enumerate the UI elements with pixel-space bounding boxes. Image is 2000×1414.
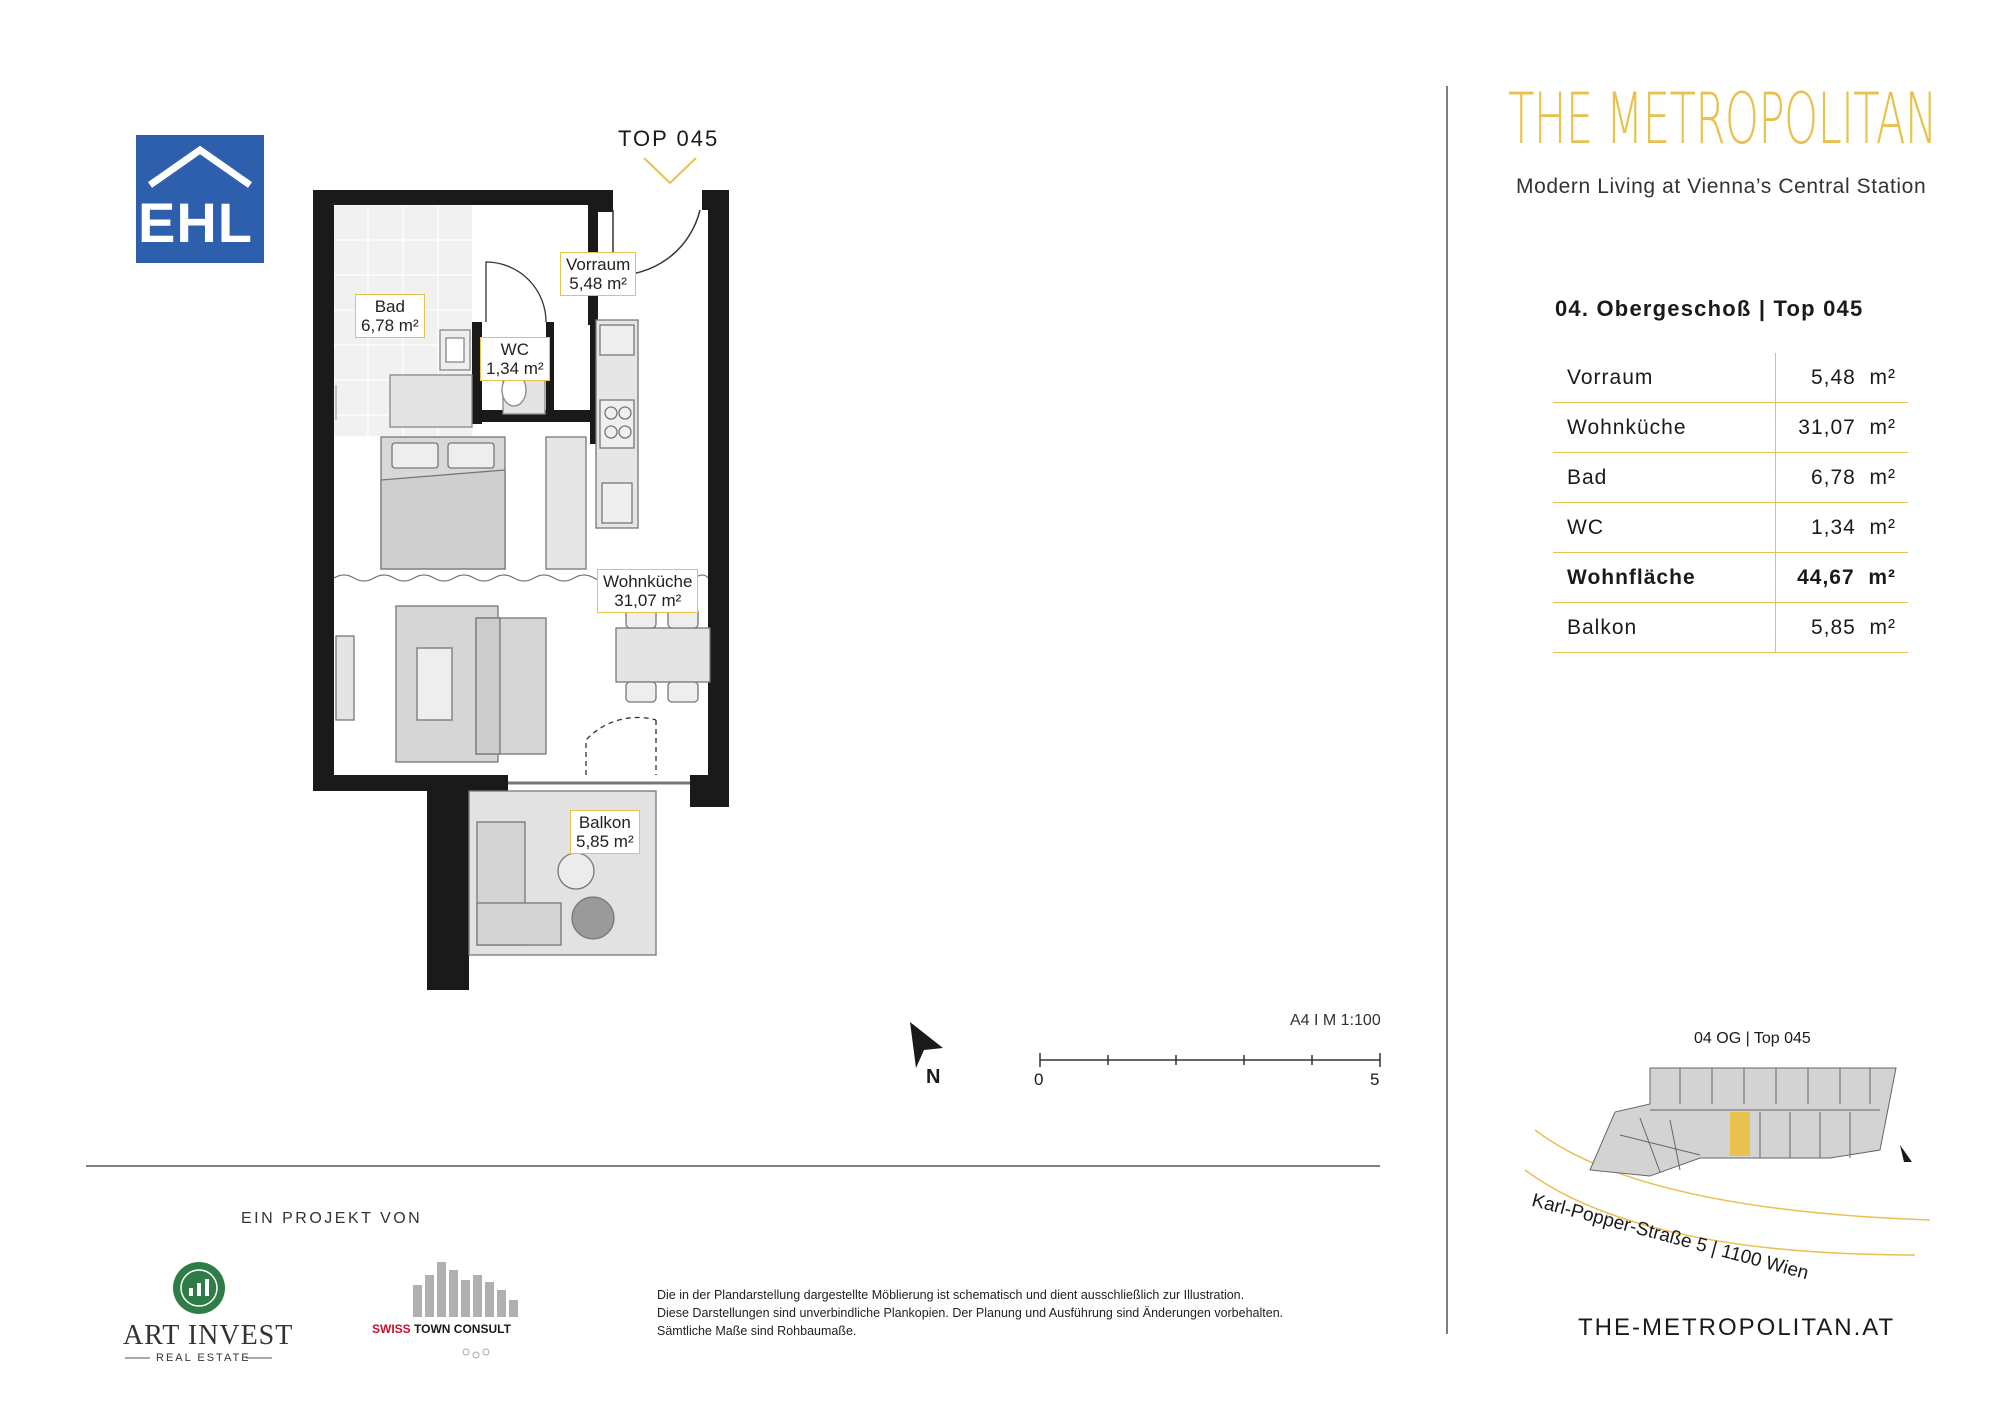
town-consult-words: TOWN CONSULT bbox=[414, 1322, 511, 1336]
mini-map-title: 04 OG | Top 045 bbox=[1694, 1030, 1811, 1047]
scale-start: 0 bbox=[1034, 1070, 1044, 1089]
room-area: 6,78 m² bbox=[361, 316, 419, 335]
table-row-total bbox=[1553, 553, 1908, 603]
room-area: 5,85 m² bbox=[576, 832, 634, 851]
swiss-town-consult-name bbox=[372, 1322, 511, 1336]
art-invest-sub: REAL ESTATE bbox=[156, 1352, 251, 1364]
room-area: 31,07 m² bbox=[614, 591, 682, 610]
room-label-wohnkueche bbox=[597, 569, 698, 613]
room-name-cell: Vorraum bbox=[1553, 353, 1776, 403]
north-arrow-icon bbox=[910, 1022, 943, 1068]
disclaimer-line: Die in der Plandarstellung dargestellte Möblierung ist schematisch und dient ausschließlich zur Illustration. bbox=[657, 1288, 1245, 1302]
room-label-vorraum bbox=[560, 252, 636, 296]
site-mini-map bbox=[1525, 1068, 1930, 1255]
room-name-cell: Balkon bbox=[1553, 603, 1776, 653]
room-label-balkon bbox=[570, 810, 640, 854]
room-name: WC bbox=[500, 340, 529, 359]
room-name: Vorraum bbox=[566, 255, 631, 274]
street-address: Karl-Popper-Straße 5 | 1100 Wien bbox=[1529, 1190, 1811, 1285]
brand-subtitle: Modern Living at Vienna’s Central Station bbox=[1516, 175, 1927, 198]
table-row bbox=[1553, 353, 1908, 403]
room-area-cell: 44,67 m² bbox=[1776, 553, 1909, 603]
room-area: 5,48 m² bbox=[569, 274, 627, 293]
scale-end: 5 bbox=[1370, 1070, 1380, 1089]
room-area-cell: 6,78 m² bbox=[1776, 453, 1909, 503]
room-area-cell: 5,48 m² bbox=[1776, 353, 1909, 403]
room-area: 1,34 m² bbox=[486, 359, 544, 378]
disclaimer-line: Sämtliche Maße sind Rohbaumaße. bbox=[657, 1324, 857, 1338]
bed bbox=[381, 437, 505, 569]
room-area-cell: 1,34 m² bbox=[1776, 503, 1909, 553]
room-name: Bad bbox=[374, 297, 405, 316]
brand-title: THE METROPOLITAN bbox=[1508, 78, 1937, 160]
wc-door bbox=[486, 262, 546, 322]
swiss-word: SWISS bbox=[372, 1322, 411, 1336]
disclaimer-line: Diese Darstellungen sind unverbindliche Plankopien. Der Planung und Ausführung sind Änderungen vorbehalten. bbox=[657, 1306, 1284, 1320]
balcony-door bbox=[586, 717, 656, 775]
area-table bbox=[1553, 353, 1908, 653]
table-row bbox=[1553, 603, 1908, 653]
room-name: Wohnküche bbox=[603, 572, 693, 591]
table-row bbox=[1553, 403, 1908, 453]
apartment-top-label: TOP 045 bbox=[618, 126, 720, 151]
table-row bbox=[1553, 503, 1908, 553]
mini-north-arrow-icon bbox=[1900, 1145, 1912, 1162]
art-invest-name: ART INVEST bbox=[123, 1320, 294, 1351]
room-name-cell: WC bbox=[1553, 503, 1776, 553]
room-name-cell: Bad bbox=[1553, 453, 1776, 503]
swiss-town-consult-logo bbox=[413, 1262, 518, 1358]
project-by-label: EIN PROJEKT VON bbox=[241, 1210, 423, 1227]
room-label-bad bbox=[355, 294, 425, 338]
scale-bar bbox=[1040, 1053, 1380, 1067]
scale-label: A4 I M 1:100 bbox=[1290, 1012, 1381, 1029]
living-furniture bbox=[336, 606, 710, 762]
north-label: N bbox=[926, 1066, 941, 1088]
website-link[interactable]: THE-METROPOLITAN.AT bbox=[1578, 1314, 1896, 1341]
room-name-cell: Wohnküche bbox=[1553, 403, 1776, 453]
entrance-marker bbox=[644, 158, 696, 183]
floor-heading: 04. Obergeschoß | Top 045 bbox=[1555, 296, 1864, 321]
room-area-cell: 5,85 m² bbox=[1776, 603, 1909, 653]
room-name-cell: Wohnfläche bbox=[1553, 553, 1776, 603]
ehl-logo-text: EHL bbox=[138, 191, 253, 254]
room-area-cell: 31,07 m² bbox=[1776, 403, 1909, 453]
disclaimer bbox=[657, 1286, 1397, 1340]
table-row bbox=[1553, 453, 1908, 503]
room-name: Balkon bbox=[578, 813, 631, 832]
room-label-wc bbox=[480, 337, 550, 381]
